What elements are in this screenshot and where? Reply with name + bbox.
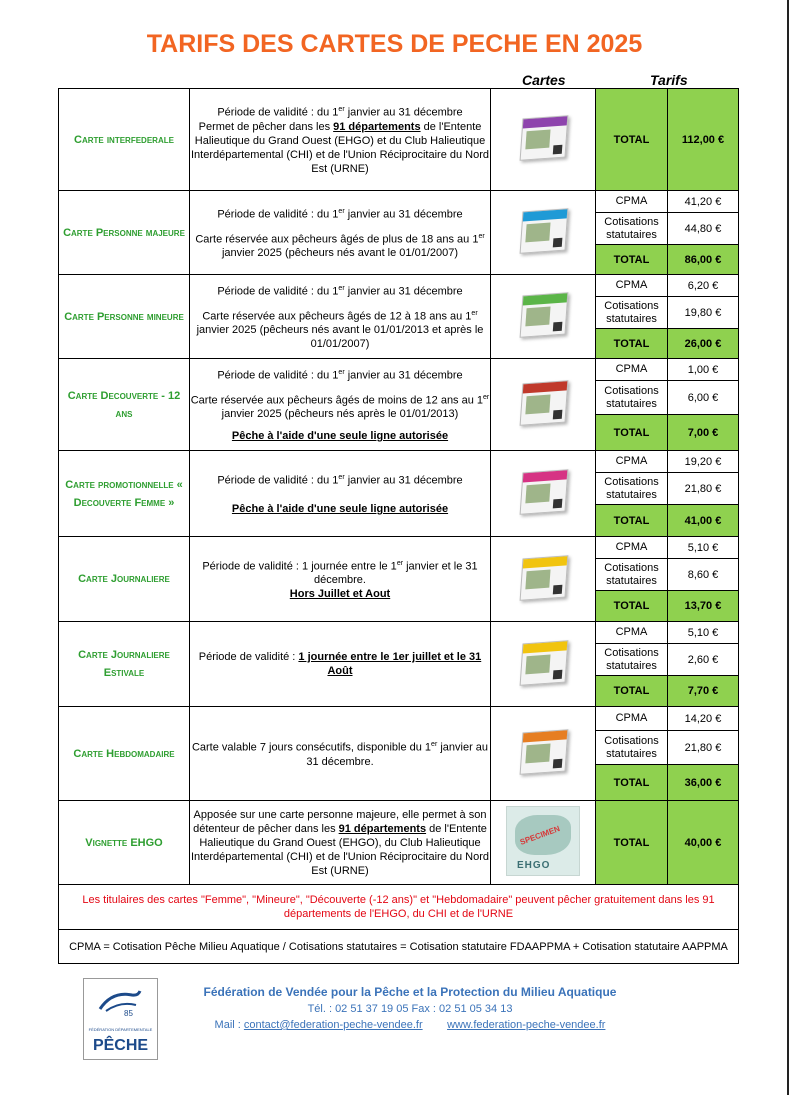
cotisations-value: 21,80 € [668,473,739,505]
table-row [59,89,739,191]
total-label: TOTAL [596,505,668,537]
card-description: Carte valable 7 jours consécutifs, disponible du 1er janvier au 31 décembre. [190,707,491,801]
total-value: 26,00 € [668,329,739,359]
card-name: Carte Hebdomadaire [59,707,190,801]
cotisations-label: Cotisations statutaires [596,559,668,591]
header-cartes: Cartes [522,72,566,88]
card-name: Carte Personne mineure [59,275,190,359]
card-thumbnail [491,451,596,537]
table-row [59,359,739,381]
cotisations-label: Cotisations statutaires [596,731,668,765]
card-name: Carte Personne majeure [59,191,190,275]
cotisations-label: Cotisations statutaires [596,213,668,245]
card-description: Période de validité : 1 journée entre le 1er janvier et le 31 décembre. Hors Juillet et Aout [190,537,491,622]
card-description: Période de validité : du 1er janvier au 31 décembre Carte réservée aux pêcheurs âgés de plus de 18 ans au 1er janvier 2025 (pêcheurs nés avant le 01/01/2007) [190,191,491,275]
cpma-value: 6,20 € [668,275,739,297]
total-label: TOTAL [596,415,668,451]
card-name: Carte promotionnelle « Decouverte Femme » [59,451,190,537]
cotisations-label: Cotisations statutaires [596,381,668,415]
cpma-label: CPMA [596,707,668,731]
cotisations-value: 8,60 € [668,559,739,591]
free-fishing-note: Les titulaires des cartes "Femme", "Mineure", "Découverte (-12 ans)" et "Hebdomadaire" peuvent pêcher gratuitement dans les 91 départements de l'EHGO, du CHI et de l'URNE [59,885,739,930]
card-thumbnail [491,622,596,707]
cotisations-value: 6,00 € [668,381,739,415]
total-value: 7,00 € [668,415,739,451]
cpma-value: 5,10 € [668,537,739,559]
cotisations-value: 21,80 € [668,731,739,765]
card-description: Période de validité : du 1er janvier au 31 décembre Carte réservée aux pêcheurs âgés de 12 à 18 ans au 1er janvier 2025 (pêcheurs nés avant le 01/01/2013 et après le 01/01/2007) [190,275,491,359]
total-value: 41,00 € [668,505,739,537]
table-row [59,451,739,473]
website-link[interactable]: www.federation-peche-vendee.fr [447,1019,606,1031]
abbreviation-legend: CPMA = Cotisation Pêche Milieu Aquatique / Cotisations statutaires = Cotisation statutaire FDAAPPMA + Cotisation statutaire AAPPMA [59,930,739,964]
table-row [59,707,739,731]
card-name: Carte Journaliere Estivale [59,622,190,707]
vignette-image: SPECIMEN EHGO [491,801,596,885]
total-value: 40,00 € [668,801,739,885]
table-row [59,801,739,885]
table-row [59,191,739,213]
card-thumbnail [491,89,596,191]
card-description: Période de validité : du 1er janvier au 31 décembre Permet de pêcher dans les 91 départements de l'Entente Halieutique du Grand Ouest (EHGO) et du Club Halieutique Interdépartemental (CHI) et de l'Union Réciprocitaire du Nord Est (URNE) [190,89,491,191]
cpma-value: 19,20 € [668,451,739,473]
total-value: 112,00 € [668,89,739,191]
card-name: Carte Decouverte - 12 ans [59,359,190,451]
total-label: TOTAL [596,765,668,801]
total-value: 7,70 € [668,676,739,707]
card-name: Carte interfederale [59,89,190,191]
total-label: TOTAL [596,245,668,275]
cotisations-value: 2,60 € [668,644,739,676]
card-thumbnail [491,359,596,451]
cpma-value: 14,20 € [668,707,739,731]
cotisations-label: Cotisations statutaires [596,297,668,329]
card-description: Période de validité : du 1er janvier au 31 décembre Pêche à l'aide d'une seule ligne autorisée [190,451,491,537]
cotisations-value: 44,80 € [668,213,739,245]
footer-organization: Fédération de Vendée pour la Pêche et la Protection du Milieu Aquatique [203,985,617,999]
fish-icon [98,987,142,1015]
table-row [59,275,739,297]
total-label: TOTAL [596,591,668,622]
cpma-value: 41,20 € [668,191,739,213]
cotisations-label: Cotisations statutaires [596,644,668,676]
card-thumbnail [491,537,596,622]
card-thumbnail [491,191,596,275]
total-value: 13,70 € [668,591,739,622]
cpma-value: 5,10 € [668,622,739,644]
card-name: Carte Journaliere [59,537,190,622]
card-description: Période de validité : du 1er janvier au 31 décembre Carte réservée aux pêcheurs âgés de moins de 12 ans au 1er janvier 2025 (pêcheurs nés après le 01/01/2013) Pêche à l'aide d'une seule ligne autorisée [190,359,491,451]
total-label: TOTAL [596,676,668,707]
header-tarifs: Tarifs [650,72,688,88]
page-title: TARIFS DES CARTES DE PECHE EN 2025 [146,30,643,58]
card-description: Apposée sur une carte personne majeure, elle permet à son détenteur de pêcher dans les 91 départements de l'Entente Halieutique du Grand Ouest (EHGO), du Club Halieutique Interdépartemental (CHI) et de l'Union Réciprocitaire du Nord Est (URNE) [190,801,491,885]
cpma-label: CPMA [596,359,668,381]
federation-logo: 85 FÉDÉRATION DÉPARTEMENTALE PÊCHE [83,978,158,1060]
cpma-label: CPMA [596,451,668,473]
cpma-label: CPMA [596,622,668,644]
card-thumbnail [491,707,596,801]
table-row [59,622,739,644]
total-label: TOTAL [596,801,668,885]
cpma-label: CPMA [596,191,668,213]
cpma-label: CPMA [596,275,668,297]
table-row [59,537,739,559]
cotisations-label: Cotisations statutaires [596,473,668,505]
cpma-value: 1,00 € [668,359,739,381]
card-name: Vignette EHGO [59,801,190,885]
card-thumbnail [491,275,596,359]
total-value: 36,00 € [668,765,739,801]
email-link[interactable]: contact@federation-peche-vendee.fr [243,1019,423,1031]
cotisations-value: 19,80 € [668,297,739,329]
total-label: TOTAL [596,89,668,191]
total-value: 86,00 € [668,245,739,275]
footer-contact: Mail : contact@federation-peche-vendee.fr www.federation-peche-vendee.fr [214,1019,606,1031]
footer-phone: Tél. : 02 51 37 19 05 Fax : 02 51 05 34 13 [307,1003,513,1015]
tariff-table [58,88,739,964]
total-label: TOTAL [596,329,668,359]
cpma-label: CPMA [596,537,668,559]
card-description: Période de validité : 1 journée entre le 1er juillet et le 31 Août [190,622,491,707]
